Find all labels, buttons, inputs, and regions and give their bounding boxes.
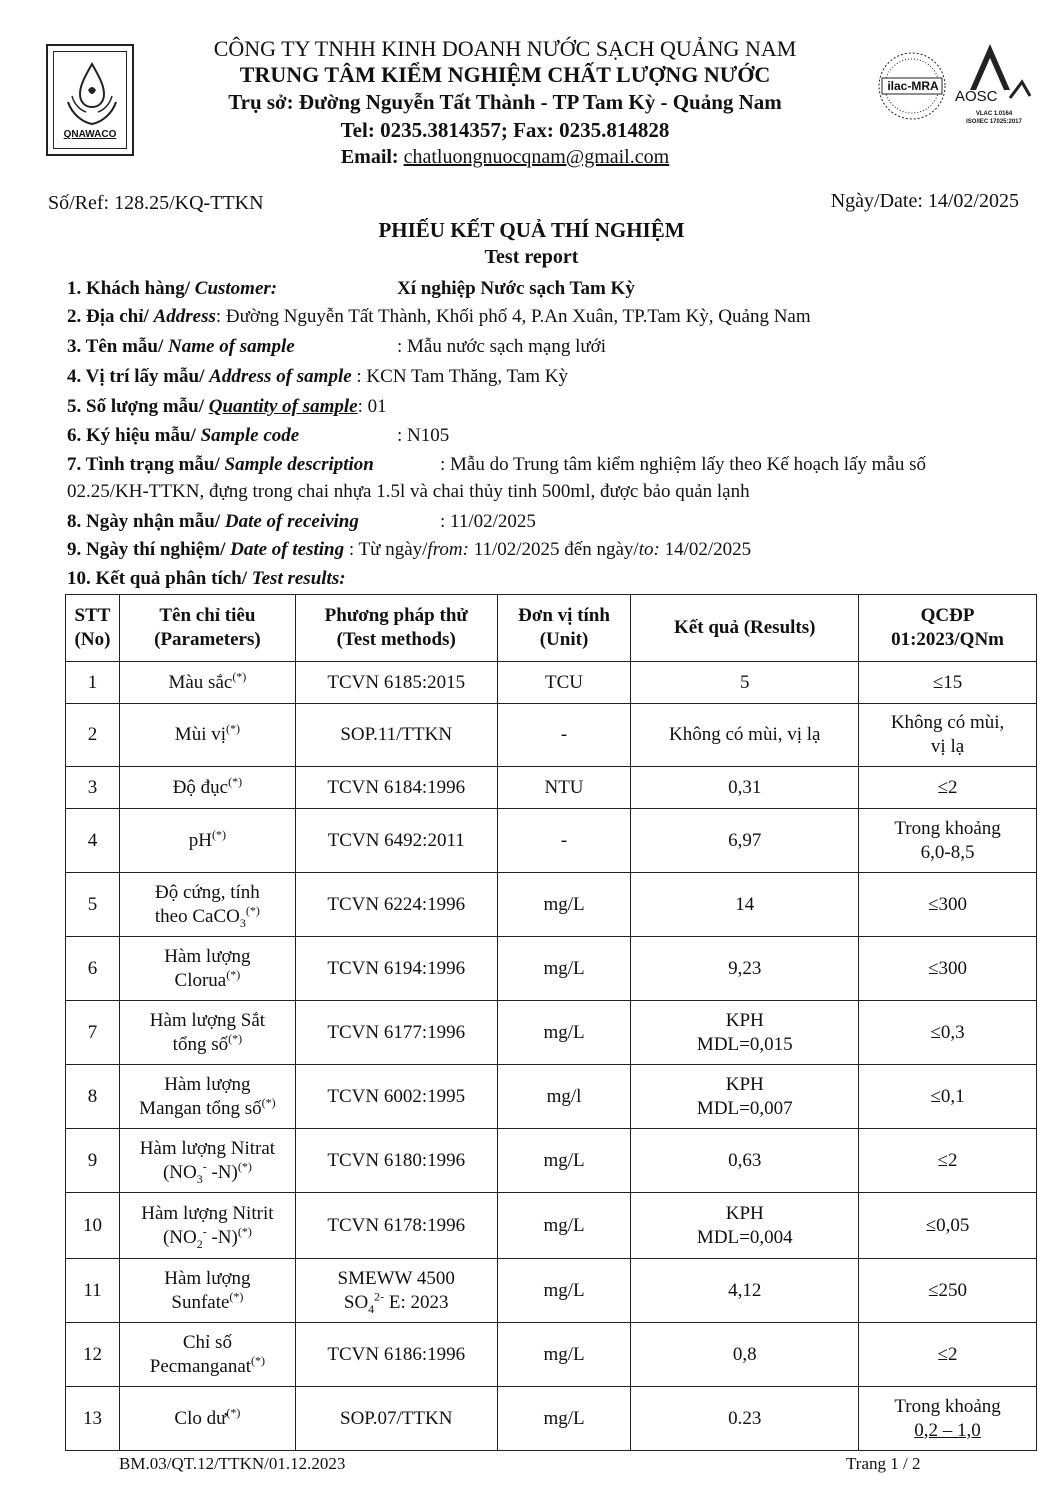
- center-name: TRUNG TÂM KIỂM NGHIỆM CHẤT LƯỢNG NƯỚC: [239, 62, 771, 87]
- company-address: Trụ sở: Đường Nguyễn Tất Thành - TP Tam Kỳ - Quảng Nam: [228, 90, 782, 114]
- info-sample-description-cont: 02.25/KH-TTKN, đựng trong chai nhựa 1.5l và chai thủy tinh 500ml, được bảo quản lạnh: [67, 481, 750, 502]
- header-no: STT (No): [66, 595, 120, 662]
- table-row: 9 Hàm lượng Nitrat ($NO_3^-$ -N)(*) TCVN 6180:1996 mg/L 0,63 ≤2: [66, 1129, 1037, 1193]
- tel-fax: Tel: 0235.3814357; Fax: 0235.814828: [340, 118, 670, 142]
- info-sample-quantity: 5. Số lượng mẫu/ Quantity of sample: 01: [67, 396, 387, 417]
- page-number: Trang 1 / 2: [846, 1454, 921, 1473]
- table-row: 8 Hàm lượng Mangan tổng số(*) TCVN 6002:1995 mg/l KPH MDL=0,007 ≤0,1: [66, 1065, 1037, 1129]
- info-sample-code: 6. Ký hiệu mẫu/ Sample code : N105: [67, 425, 450, 446]
- header-methods: Phương pháp thử (Test methods): [295, 595, 497, 662]
- info-date-receiving: 8. Ngày nhận mẫu/ Date of receiving : 11/02/2025: [67, 511, 536, 532]
- table-row: 11 Hàm lượng Sunfate(*) SMEWW 4500 $SO_4^{2-}$ E: 2023 mg/L 4,12 ≤250: [66, 1259, 1037, 1323]
- company-name: CÔNG TY TNHH KINH DOANH NƯỚC SẠCH QUẢNG NAM: [213, 36, 797, 61]
- info-test-results: 10. Kết quả phân tích/ Test results:: [67, 568, 346, 589]
- ilac-mra-text: ilac-MRA: [887, 79, 939, 93]
- table-row: 12 Chỉ số Pecmanganat(*) TCVN 6186:1996 mg/L 0,8 ≤2: [66, 1323, 1037, 1387]
- form-code: BM.03/QT.12/TTKN/01.12.2023: [119, 1454, 346, 1473]
- table-header-row: [66, 595, 1037, 662]
- table-row: 10 Hàm lượng Nitrit ($NO_2^-$ -N)(*) TCVN 6178:1996 mg/L KPH MDL=0,004 ≤0,05: [66, 1193, 1037, 1259]
- email-link[interactable]: chatluongnuocqnam@gmail.com: [403, 146, 670, 168]
- info-customer: 1. Khách hàng/ Customer: Xí nghiệp Nước sạch Tam Kỳ: [67, 278, 635, 299]
- report-subtitle: Test report: [484, 246, 579, 268]
- info-sample-location: 4. Vị trí lấy mẫu/ Address of sample : KCN Tam Thăng, Tam Kỳ: [67, 366, 569, 387]
- header-results: Kết quả (Results): [631, 595, 859, 662]
- table-row: 7 Hàm lượng Sắt tổng số(*) TCVN 6177:1996 mg/L KPH MDL=0,015 ≤0,3: [66, 1001, 1037, 1065]
- logo-left-text: QNAWACO: [63, 129, 117, 140]
- results-table: [65, 594, 1037, 1451]
- header-parameters: Tên chỉ tiêu (Parameters): [119, 595, 295, 662]
- header-standard: QCĐP 01:2023/QNm: [859, 595, 1037, 662]
- table-row: 4 pH(*) TCVN 6492:2011 - 6,97 Trong khoảng 6,0-8,5: [66, 809, 1037, 873]
- email-line: Email: chatluongnuocqnam@gmail.com: [340, 146, 670, 168]
- info-sample-description: 7. Tình trạng mẫu/ Sample description : Mẫu do Trung tâm kiểm nghiệm lấy theo Kế hoạch lấy mẫu số: [67, 454, 927, 475]
- reference-number: Số/Ref: 128.25/KQ-TTKN: [48, 192, 264, 214]
- info-sample-name: 3. Tên mẫu/ Name of sample : Mẫu nước sạch mạng lưới: [67, 336, 607, 357]
- table-row: 2 Mùi vị(*) SOP.11/TTKN - Không có mùi, vị lạ Không có mùi, vị lạ: [66, 704, 1037, 767]
- table-row: 1 Màu sắc(*) TCVN 6185:2015 TCU 5 ≤15: [66, 662, 1037, 704]
- aosc-text: AOSC: [955, 88, 998, 105]
- company-logo: [46, 44, 134, 156]
- info-date-testing: 9. Ngày thí nghiệm/ Date of testing : Từ ngày/from: 11/02/2025 đến ngày/to: 14/02/2025: [67, 539, 752, 560]
- header-unit: Đơn vị tính (Unit): [497, 595, 631, 662]
- report-title: PHIẾU KẾT QUẢ THÍ NGHIỆM: [378, 218, 685, 242]
- table-row: 3 Độ đục(*) TCVN 6184:1996 NTU 0,31 ≤2: [66, 767, 1037, 809]
- table-row: 6 Hàm lượng Clorua(*) TCVN 6194:1996 mg/L 9,23 ≤300: [66, 937, 1037, 1001]
- info-address: 2. Địa chỉ/ Address: Đường Nguyễn Tất Thành, Khối phố 4, P.An Xuân, TP.Tam Kỳ, Quảng Nam: [67, 306, 811, 327]
- table-row: 13 Clo dư(*) SOP.07/TTKN mg/L 0.23 Trong khoảng 0,2 – 1,0: [66, 1387, 1037, 1451]
- vlac-text: VLAC 1.0164 ISO/IEC 17025:2017: [966, 111, 1022, 125]
- report-date: Ngày/Date: 14/02/2025: [830, 190, 1019, 212]
- table-row: 5 Độ cứng, tính theo CaCO$_3$(*) TCVN 6224:1996 mg/L 14 ≤300: [66, 873, 1037, 937]
